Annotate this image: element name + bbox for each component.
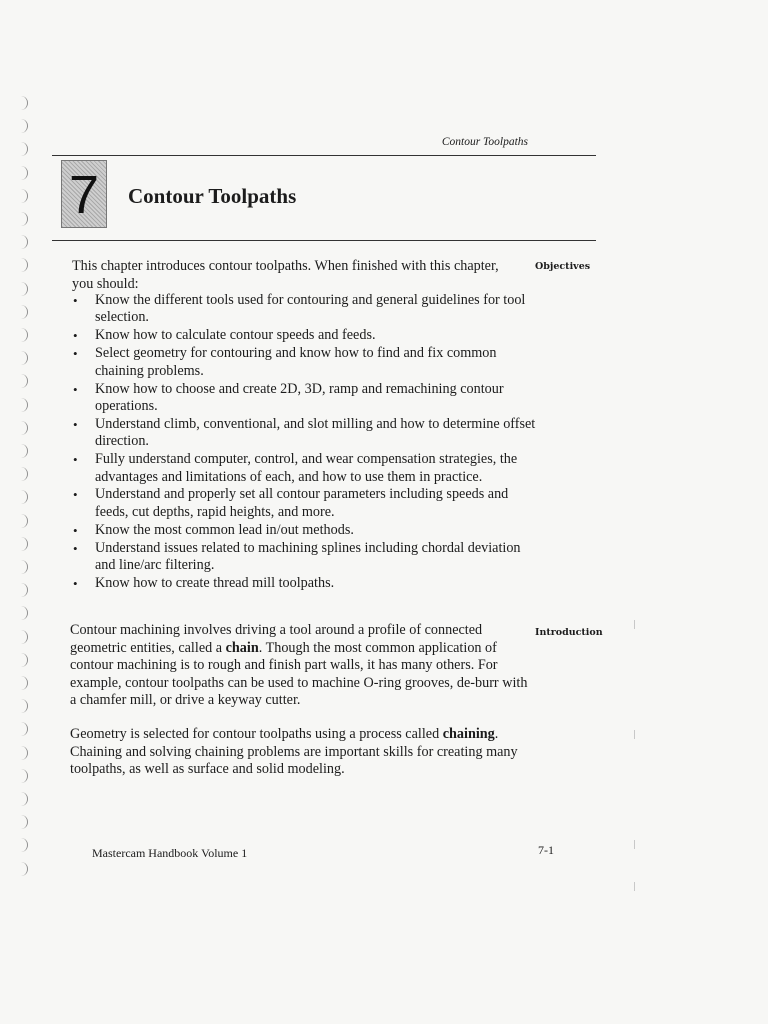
binder-mark — [18, 328, 28, 342]
binder-mark — [18, 699, 28, 713]
binder-mark — [18, 746, 28, 760]
chaining-paragraph — [70, 726, 530, 779]
binder-mark — [18, 514, 28, 528]
binder-mark — [18, 282, 28, 296]
list-item: • Understand issues related to machining splines including chordal deviation and line/arc filtering. — [72, 540, 542, 575]
binder-mark — [18, 838, 28, 852]
edge-mark — [634, 620, 635, 629]
binder-hole-marks — [18, 96, 34, 896]
binder-mark — [18, 722, 28, 736]
list-item: • Know how to calculate contour speeds and feeds. — [72, 327, 542, 344]
binder-mark — [18, 166, 28, 180]
edge-mark — [634, 730, 635, 739]
list-item: • Fully understand computer, control, and wear compensation strategies, the advantages and limitations of each, and how to use them in practice. — [72, 451, 542, 486]
binder-mark — [18, 676, 28, 690]
binder-mark — [18, 258, 28, 272]
binder-mark — [18, 490, 28, 504]
list-item: • Know the most common lead in/out methods. — [72, 522, 542, 539]
list-item: • Know how to create thread mill toolpaths. — [72, 575, 542, 592]
chapter-number-box — [61, 160, 107, 228]
binder-mark — [18, 212, 28, 226]
header-rule — [52, 155, 596, 156]
list-item: • Understand and properly set all contour parameters including speeds and feeds, cut depths, rapid heights, and more. — [72, 486, 542, 521]
binder-mark — [18, 467, 28, 481]
binder-mark — [18, 560, 28, 574]
list-item: • Understand climb, conventional, and slot milling and how to determine offset direction. — [72, 416, 542, 451]
paragraph-text: . Though the most common application of contour machining is to rough and finish part walls, it has many others. For example, contour toolpaths can be used to machine O-ring grooves, de-burr with a chamfer mill, or drive a keyway cutter. — [70, 639, 528, 709]
binder-mark — [18, 142, 28, 156]
title-rule — [52, 240, 596, 241]
paragraph-text: Geometry is selected for contour toolpaths using a process called — [70, 726, 443, 742]
binder-mark — [18, 583, 28, 597]
chapter-title: Contour Toolpaths — [128, 184, 297, 208]
binder-mark — [18, 769, 28, 783]
binder-mark — [18, 537, 28, 551]
binder-mark — [18, 235, 28, 249]
margin-label-introduction: Introduction — [535, 627, 603, 638]
list-item: • Know how to choose and create 2D, 3D, ramp and remachining contour operations. — [72, 381, 542, 416]
binder-mark — [18, 606, 28, 620]
edge-mark — [634, 840, 635, 849]
binder-mark — [18, 189, 28, 203]
binder-mark — [18, 815, 28, 829]
binder-mark — [18, 119, 28, 133]
binder-mark — [18, 305, 28, 319]
binder-mark — [18, 792, 28, 806]
list-item: • Know the different tools used for contouring and general guidelines for tool selection. — [72, 292, 542, 327]
binder-mark — [18, 374, 28, 388]
list-item: • Select geometry for contouring and know how to find and fix common chaining problems. — [72, 345, 542, 380]
footer-page-number: 7-1 — [538, 843, 554, 857]
paragraph-text: . Chaining and solving chaining problems are important skills for creating many toolpaths, as well as surface and solid modeling. — [70, 726, 518, 778]
term-chaining: chaining — [442, 726, 495, 742]
binder-mark — [18, 96, 28, 110]
binder-mark — [18, 351, 28, 365]
binder-mark — [18, 630, 28, 644]
page-edge-marks — [632, 620, 638, 920]
binder-mark — [18, 862, 28, 876]
objectives-list — [72, 292, 542, 593]
introduction-paragraph — [70, 622, 530, 710]
chapter-number: 7 — [68, 165, 100, 225]
binder-mark — [18, 398, 28, 412]
margin-label-objectives: Objectives — [535, 261, 591, 272]
intro-paragraph: This chapter introduces contour toolpaths. When finished with this chapter, you should: — [72, 258, 499, 292]
edge-mark — [634, 882, 635, 891]
footer-book-title: Mastercam Handbook Volume 1 — [92, 846, 248, 860]
running-header: Contour Toolpaths — [441, 136, 528, 148]
binder-mark — [18, 653, 28, 667]
binder-mark — [18, 444, 28, 458]
binder-mark — [18, 421, 28, 435]
paragraph-text: Contour machining involves driving a tool around a profile of connected geometric entities, called a — [70, 622, 483, 656]
term-chain: chain — [225, 639, 259, 656]
